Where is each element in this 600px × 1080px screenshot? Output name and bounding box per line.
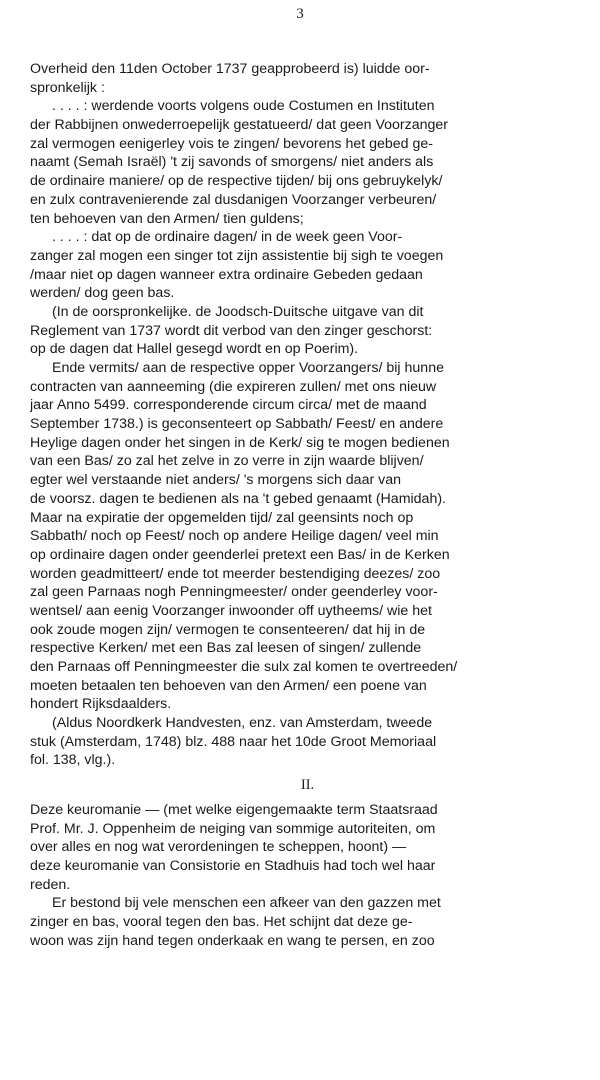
text-line: (In de oorspronkelijke. de Joodsch-Duitsche uitgave van dit xyxy=(52,303,424,320)
text-line: naamt (Semah Israël) 't zij savonds of smorgens/ niet anders als xyxy=(30,154,434,171)
text-line: over alles en nog wat verordeningen te scheppen, hoont) — xyxy=(30,839,407,856)
text-line: moeten betaalen ten behoeven van den Armen/ een poene van xyxy=(30,677,427,694)
text-line: spronkelijk : xyxy=(30,79,105,96)
text-line: /maar niet op dagen wanneer extra ordinaire Gebeden gedaan xyxy=(30,266,423,283)
text-line: der Rabbijnen onwederroepelijk gestatueerd/ dat geen Voorzanger xyxy=(30,117,449,134)
text-line: van een Bas/ zo zal het zelve in zo verre in zijn waarde blijven/ xyxy=(30,453,424,470)
text-line: hondert Rijksdaalders. xyxy=(30,696,172,713)
text-line: . . . . : werdende voorts volgens oude Costumen en Instituten xyxy=(52,98,435,115)
text-line: zal vermogen eenigerley vois te zingen/ bevorens het gebed ge- xyxy=(30,135,434,152)
text-line: . . . . : dat op de ordinaire dagen/ in de week geen Voor- xyxy=(52,229,403,246)
text-line: zanger zal mogen een singer tot zijn assistentie bij sigh te voegen xyxy=(30,247,444,264)
section-heading: II. xyxy=(301,777,314,794)
text-line: Sabbath/ noch op Feest/ noch op andere Heilige dagen/ veel min xyxy=(30,528,439,545)
text-line: Reglement van 1737 wordt dit verbod van den zinger geschorst: xyxy=(30,322,433,339)
text-line: worden geadmitteert/ ende tot meerder bestendiging deezes/ zoo xyxy=(30,565,441,582)
text-line: op de dagen dat Hallel gesegd wordt en op Poerim). xyxy=(30,341,359,358)
text-line: respective Kerken/ met een Bas zal leesen of singen/ zullende xyxy=(30,640,422,657)
text-line: (Aldus Noordkerk Handvesten, enz. van Amsterdam, tweede xyxy=(52,715,433,732)
text-line: de ordinaire maniere/ op de respective tijden/ bij ons gebruykelyk/ xyxy=(30,173,443,190)
text-line: Maar na expiratie der opgemelden tijd/ zal geensints noch op xyxy=(30,509,414,526)
text-line: deze keuromanie van Consistorie en Stadhuis had toch wel haar xyxy=(30,857,436,874)
text-line: ook zoude mogen zijn/ vermogen te consenteeren/ dat hij in de xyxy=(30,621,426,638)
text-line: Ende vermits/ aan de respective opper Voorzangers/ bij hunne xyxy=(52,360,444,376)
text-line: de voorsz. dagen te bedienen als na 't gebed genaamt (Hamidah). xyxy=(30,490,446,507)
text-line: Er bestond bij vele menschen een afkeer van den gazzen met xyxy=(52,895,441,912)
text-line: Deze keuromanie — (met welke eigengemaakte term Staatsraad xyxy=(30,801,438,818)
text-line: zal geen Parnaas nogh Penningmeester/ onder geenderley voor- xyxy=(30,584,438,601)
text-line: stuk (Amsterdam, 1748) blz. 488 naar het 10de Groot Memoriaal xyxy=(30,733,437,750)
text-line: September 1738.) is geconsenteert op Sabbath/ Feest/ en andere xyxy=(30,416,444,433)
text-line: en zulx contravenierende zal dusdanigen Voorzanger verbeuren/ xyxy=(30,191,437,208)
text-line: contracten van aanneeming (die expireren zullen/ met ons nieuw xyxy=(30,378,437,395)
text-line: Prof. Mr. J. Oppenheim de neiging van sommige autoriteiten, om xyxy=(30,820,436,837)
text-line: woon was zijn hand tegen onderkaak en wang te persen, en zoo xyxy=(30,932,435,949)
text-line: egter wel verstaande niet anders/ 's morgens sich daar van xyxy=(30,472,401,489)
text-line: fol. 138, vlg.). xyxy=(30,752,116,769)
text-line: op ordinaire dagen onder geenderlei pretext een Bas/ in de Kerken xyxy=(30,546,450,563)
text-line: Overheid den 11den October 1737 geapprobeerd is) luidde oor- xyxy=(30,61,430,77)
page-number: 3 xyxy=(296,6,304,22)
text-line: Heylige dagen onder het singen in de Kerk/ sig te mogen bedienen xyxy=(30,434,450,451)
text-line: reden. xyxy=(30,876,71,893)
text-line: zinger en bas, vooral tegen den bas. Het schijnt dat deze ge- xyxy=(30,913,413,930)
text-line: wentsel/ aan eenig Voorzanger inwoonder off uytheems/ wie het xyxy=(30,602,432,619)
text-line: den Parnaas off Penningmeester die sulx zal komen te overtreeden/ xyxy=(30,659,458,675)
text-line: ten behoeven van den Armen/ tien guldens; xyxy=(30,210,304,227)
body-text xyxy=(30,60,585,950)
text-line: werden/ dog geen bas. xyxy=(30,285,175,302)
text-line: jaar Anno 5499. corresponderende circum circa/ met de maand xyxy=(30,397,427,414)
